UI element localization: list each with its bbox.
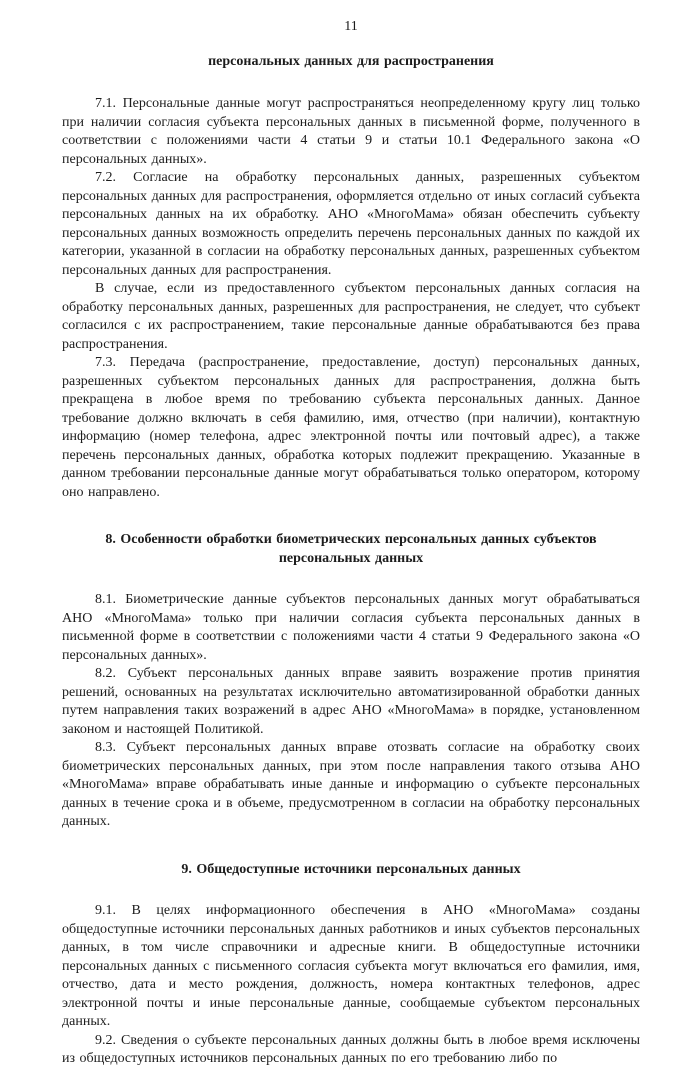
para-7-3: 7.3. Передача (распространение, предоставление, доступ) персональных данных, разрешенных субъектом персональных данных для распространения, должна быть прекращена в любое время по требованию субъекта персональных данных. Данное требование должно включать в себя фамилию, имя, отчество (при наличии), контактную информацию (номер телефона, адрес электронной почты или почтовый адрес), а также перечень персональных данных, обработка которых подлежит прекращению. Указанные в данном требовании персональные данные могут обрабатываться только оператором, которому оно направлено.: [62, 355, 640, 500]
page-number: 11: [344, 19, 358, 34]
para-8-3: 8.3. Субъект персональных данных вправе отозвать согласие на обработку своих биометрических персональных данных, при этом после направления такого отзыва АНО «МногоМама» вправе обрабатывать иные данные и информацию о субъекте персональных данных в течение срока и в объеме, предусмотренном в согласии на обработку персональных данных.: [62, 740, 640, 829]
section-9-heading: 9. Общедоступные источники персональных данных: [181, 861, 521, 877]
para-7-1: 7.1. Персональные данные могут распространяться неопределенному кругу лиц только при наличии согласия субъекта персональных данных в письменной форме, полученного в соответствии с положениями части 4 статьи 9 и статьи 10.1 Федерального закона «О персональных данных».: [62, 96, 640, 167]
para-8-1: 8.1. Биометрические данные субъектов персональных данных могут обрабатываться АНО «МногоМама» только при наличии согласия субъекта персональных данных в письменной форме в соответствии с положениями части 4 статьи 9 Федерального закона «О персональных данных».: [62, 592, 640, 663]
para-7-2-continuation: В случае, если из предоставленного субъектом персональных данных согласия на обработку персональных данных, разрешенных для распространения, не следует, что субъект согласился с их распространением, такие персональные данные обрабатываются без права распространения.: [62, 281, 640, 352]
para-9-2: 9.2. Сведения о субъекте персональных данных должны быть в любое время исключены из общедоступных источников персональных данных по его требованию либо по: [62, 1032, 640, 1066]
continued-section-heading: персональных данных для распространения: [208, 53, 494, 69]
para-7-2: 7.2. Согласие на обработку персональных данных, разрешенных субъектом персональных данных для распространения, оформляется отдельно от иных согласий субъекта персональных данных на их обработку. АНО «МногоМама» обязан обеспечить субъекту персональных данных возможность определить перечень персональных данных по каждой их категории, указанной в согласии на обработку персональных данных, разрешенных субъектом персональных данных для распространения.: [62, 170, 640, 278]
section-8-heading: 8. Особенности обработки биометрических персональных данных субъектов персональных данных: [105, 532, 597, 566]
document-body: [62, 95, 640, 1069]
para-8-2: 8.2. Субъект персональных данных вправе заявить возражение против принятия решений, основанных на результатах исключительно автоматизированной обработки данных путем направления таких возражений в адрес АНО «МногоМама» в порядке, установленном законом и настоящей Политикой.: [62, 666, 640, 737]
para-9-1: 9.1. В целях информационного обеспечения в АНО «МногоМама» созданы общедоступные источники персональных данных работников и иных субъектов персональных данных, в том числе справочники и адресные книги. В общедоступные источники персональных данных с письменного согласия субъекта могут включаться его фамилия, имя, отчество, дата и место рождения, должность, номера контактных телефонов, адрес электронной почты и иные персональные данные, сообщаемые субъектом персональных данных.: [62, 903, 640, 1029]
